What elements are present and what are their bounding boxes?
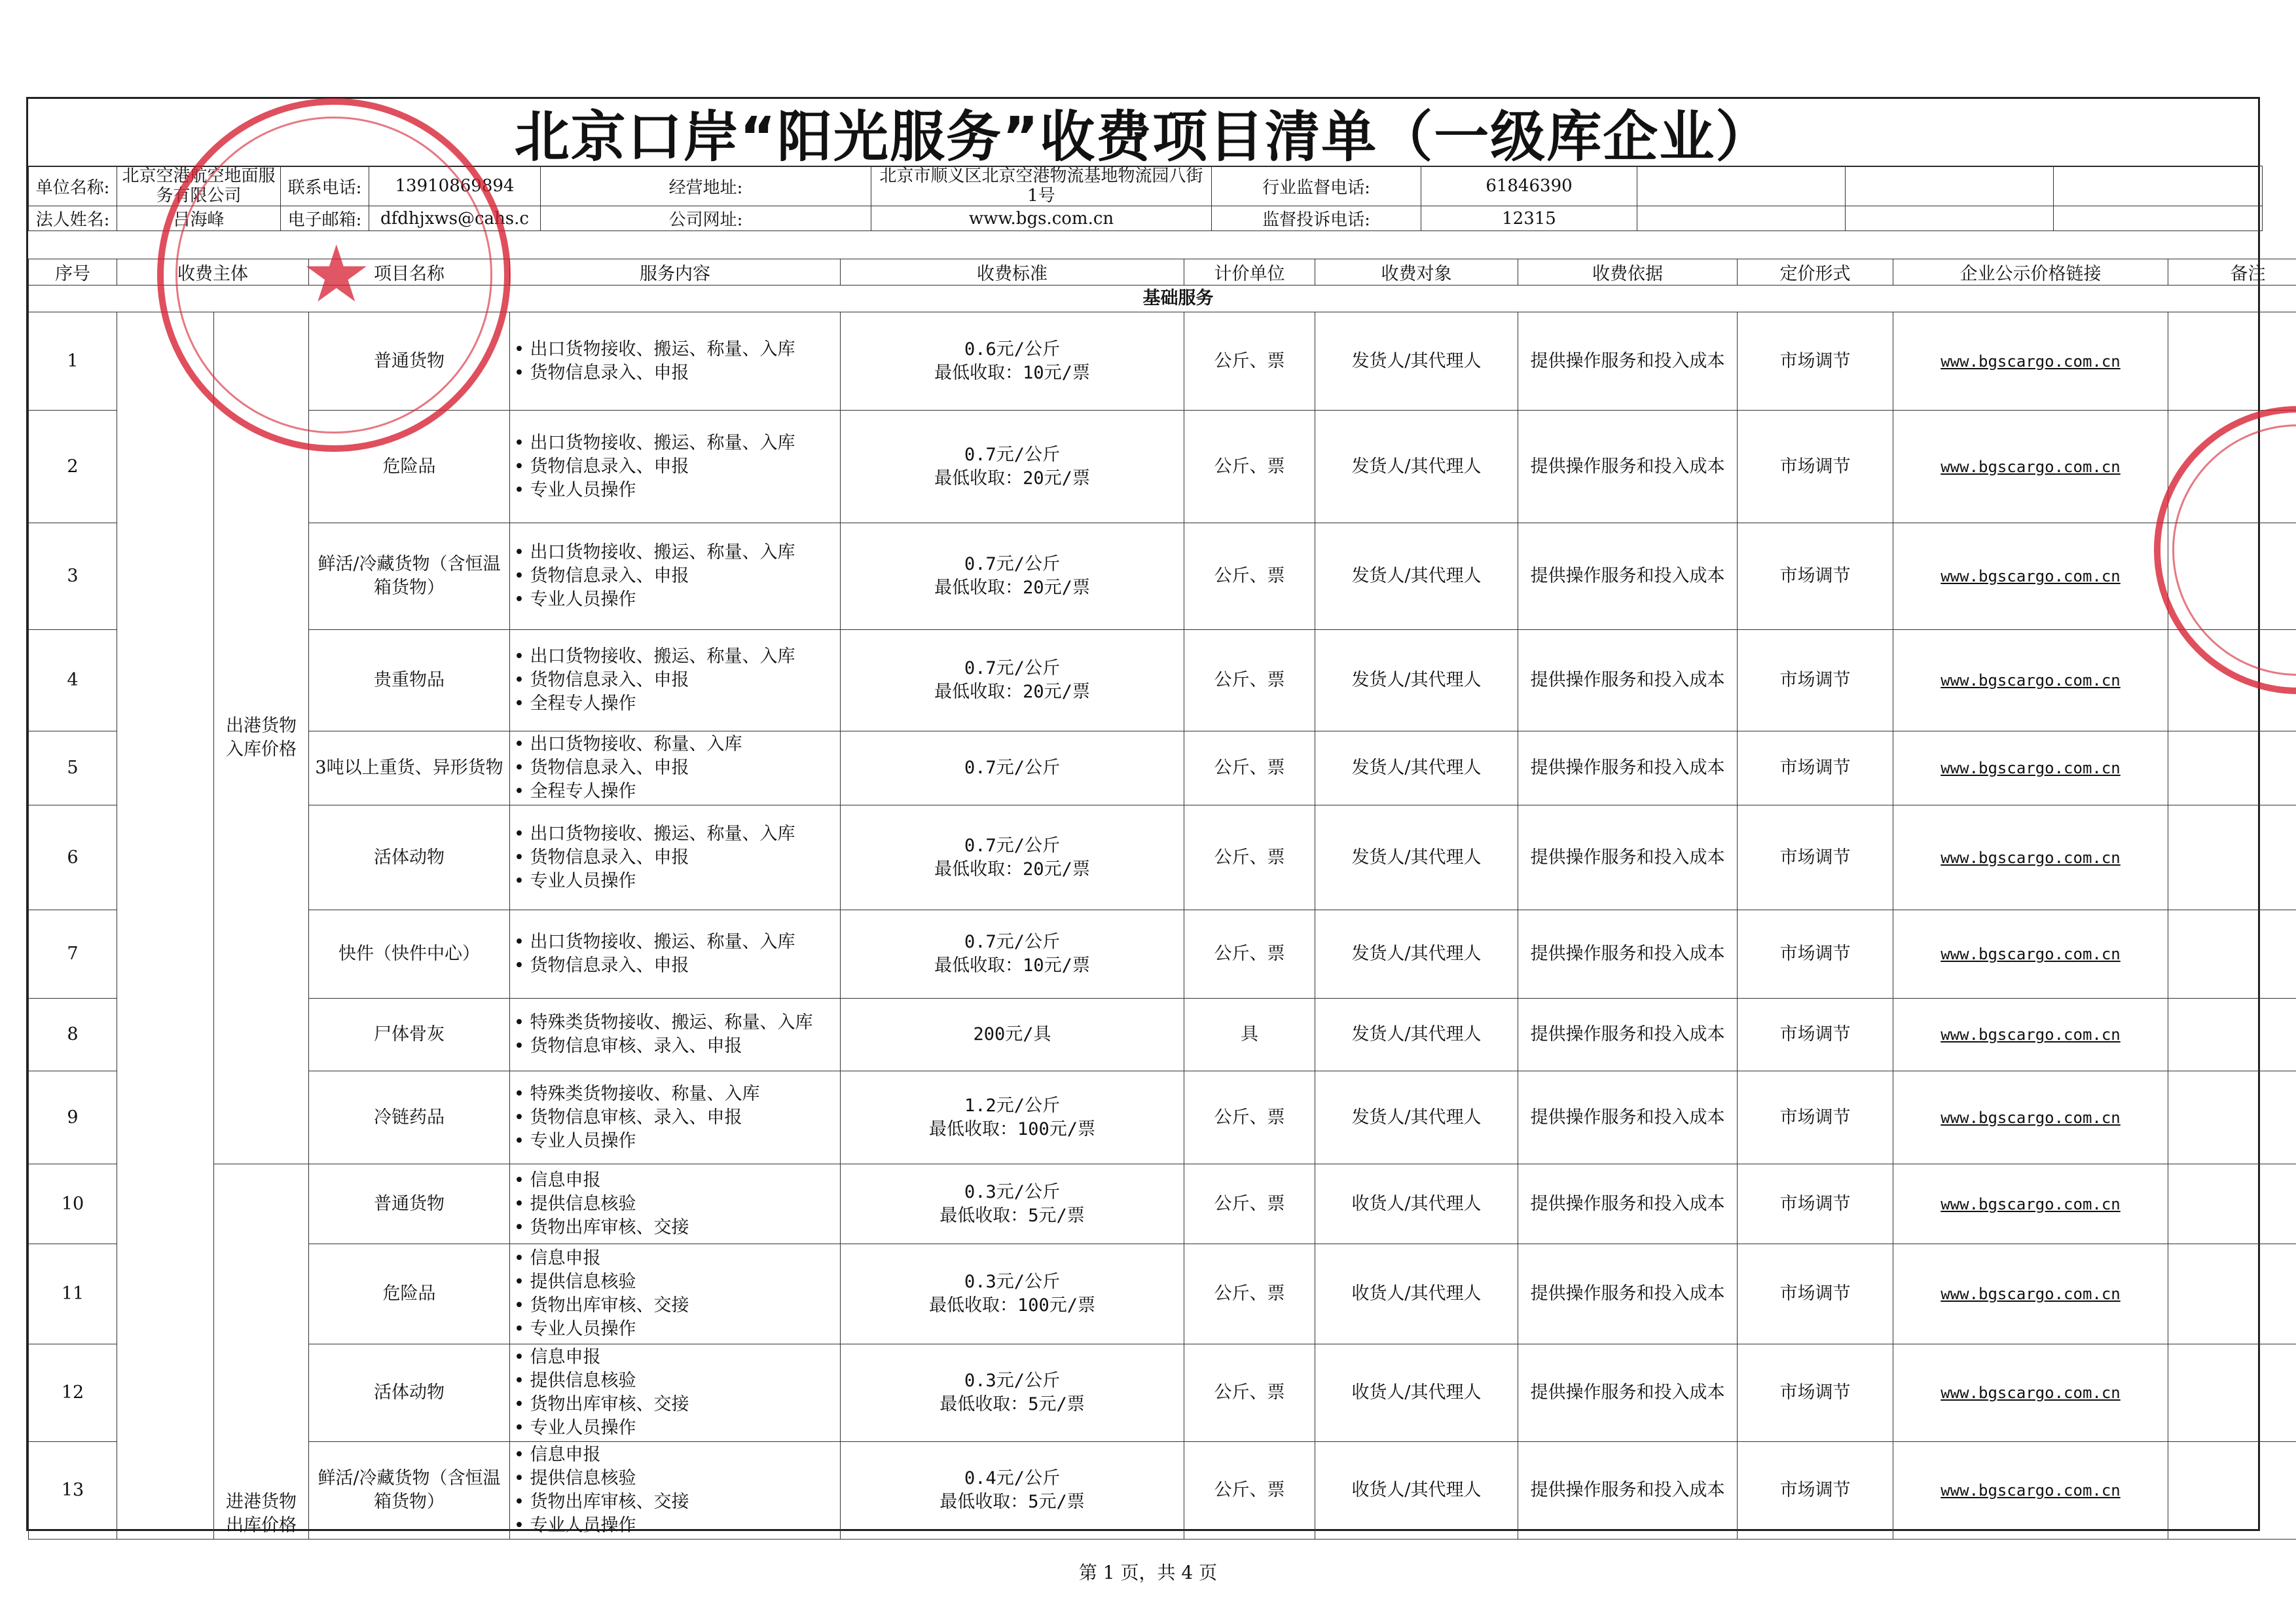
row-number: 4	[29, 630, 117, 731]
fee-table	[28, 259, 2296, 1540]
pricing-form: 市场调节	[1738, 1164, 1893, 1244]
charge-standard-line: 最低收取：10元/票	[934, 362, 1090, 383]
charge-standard	[841, 1164, 1184, 1244]
service-content-list	[514, 1169, 836, 1240]
pricing-form: 市场调节	[1738, 999, 1893, 1071]
service-content-item: • 出口货物接收、称量、入库	[514, 733, 836, 756]
service-content-item: • 信息申报	[514, 1169, 836, 1192]
table-row	[29, 411, 2296, 523]
charge-standard-line: 0.6元/公斤	[964, 339, 1061, 360]
service-content	[510, 1164, 841, 1244]
pricing-form: 市场调节	[1738, 1442, 1893, 1540]
charge-standard-line: 0.4元/公斤	[964, 1468, 1061, 1488]
service-content-item: • 货物信息录入、申报	[514, 954, 836, 978]
pricing-unit: 公斤、票	[1184, 630, 1315, 731]
price-link[interactable]: www.bgscargo.com.cn	[1941, 1384, 2121, 1402]
header-no: 序号	[29, 259, 117, 286]
blank-cell	[2054, 206, 2263, 231]
pricing-unit: 公斤、票	[1184, 910, 1315, 999]
price-link[interactable]: www.bgscargo.com.cn	[1941, 671, 2121, 690]
address-value: 北京市顺义区北京空港物流基地物流园八街1号	[871, 166, 1212, 206]
service-content-item: • 全程专人操作	[514, 692, 836, 716]
charge-standard-line: 最低收取：100元/票	[928, 1118, 1096, 1139]
service-content-item: • 货物信息审核、录入、申报	[514, 1106, 836, 1130]
table-row	[29, 1442, 2296, 1540]
website-label: 公司网址:	[541, 206, 871, 231]
row-number: 10	[29, 1164, 117, 1244]
price-link-cell	[1893, 910, 2168, 999]
unit-name-value: 北京空港航空地面服务有限公司	[117, 166, 281, 206]
remark-cell	[2168, 1164, 2296, 1244]
charge-standard-line: 0.3元/公斤	[964, 1181, 1061, 1202]
charge-target: 发货人/其代理人	[1315, 312, 1518, 411]
item-name: 鲜活/冷藏货物（含恒温箱货物）	[309, 523, 510, 630]
service-content	[510, 910, 841, 999]
table-row	[29, 523, 2296, 630]
charge-target: 发货人/其代理人	[1315, 999, 1518, 1071]
blank-cell	[1637, 206, 1846, 231]
charge-standard	[841, 910, 1184, 999]
price-link-cell	[1893, 630, 2168, 731]
remark-cell	[2168, 1071, 2296, 1164]
charge-basis: 提供操作服务和投入成本	[1518, 1442, 1738, 1540]
category-inbound: 进港货物出库价格	[214, 1164, 309, 1540]
item-name: 鲜活/冷藏货物（含恒温箱货物）	[309, 1442, 510, 1540]
service-content	[510, 1442, 841, 1540]
pricing-form: 市场调节	[1738, 805, 1893, 910]
pricing-form: 市场调节	[1738, 312, 1893, 411]
charge-standard-line: 0.7元/公斤	[964, 554, 1061, 574]
service-content-item: • 出口货物接收、搬运、称量、入库	[514, 645, 836, 669]
table-row	[29, 999, 2296, 1071]
service-content-item: • 专业人员操作	[514, 870, 836, 893]
pricing-form: 市场调节	[1738, 630, 1893, 731]
price-link[interactable]: www.bgscargo.com.cn	[1941, 567, 2121, 585]
row-number: 9	[29, 1071, 117, 1164]
row-number: 1	[29, 312, 117, 411]
supervise-phone-value: 61846390	[1421, 166, 1637, 206]
price-link-cell	[1893, 312, 2168, 411]
row-number: 2	[29, 411, 117, 523]
charge-standard-line: 0.7元/公斤	[964, 932, 1061, 952]
service-content-item: • 信息申报	[514, 1346, 836, 1369]
charge-standard-line: 0.7元/公斤	[964, 444, 1061, 465]
pricing-unit: 公斤、票	[1184, 1164, 1315, 1244]
remark-cell	[2168, 1344, 2296, 1442]
pricing-form: 市场调节	[1738, 1344, 1893, 1442]
charge-standard-line: 0.3元/公斤	[964, 1371, 1061, 1391]
service-content	[510, 630, 841, 731]
service-content-item: • 货物信息录入、申报	[514, 669, 836, 692]
charge-standard-line: 最低收取：100元/票	[928, 1295, 1096, 1316]
section-basic-services: 基础服务	[29, 286, 2296, 312]
pricing-unit: 公斤、票	[1184, 523, 1315, 630]
header-content: 服务内容	[510, 259, 841, 286]
remark-cell	[2168, 630, 2296, 731]
charge-basis: 提供操作服务和投入成本	[1518, 805, 1738, 910]
service-content-item: • 提供信息核验	[514, 1467, 836, 1490]
service-content	[510, 805, 841, 910]
charge-standard-line: 最低收取：20元/票	[934, 858, 1090, 879]
header-pricing: 定价形式	[1738, 259, 1893, 286]
blank-cell	[1846, 206, 2054, 231]
pricing-form: 市场调节	[1738, 910, 1893, 999]
charge-standard-line: 最低收取：20元/票	[934, 682, 1090, 702]
phone-label: 联系电话:	[281, 166, 369, 206]
row-number: 13	[29, 1442, 117, 1540]
table-row	[29, 1164, 2296, 1244]
service-content-item: • 出口货物接收、搬运、称量、入库	[514, 931, 836, 954]
charge-standard-line: 最低收取：20元/票	[934, 578, 1090, 598]
price-link[interactable]: www.bgscargo.com.cn	[1941, 1285, 2121, 1303]
service-content-list	[514, 541, 836, 612]
row-number: 5	[29, 731, 117, 805]
service-content-item: • 全程专人操作	[514, 780, 836, 803]
service-content-item: • 特殊类货物接收、称量、入库	[514, 1082, 836, 1106]
pricing-unit: 公斤、票	[1184, 1344, 1315, 1442]
price-link-cell	[1893, 523, 2168, 630]
blank-cell	[2054, 166, 2263, 206]
price-link[interactable]: www.bgscargo.com.cn	[1941, 1194, 2121, 1213]
pricing-form: 市场调节	[1738, 1244, 1893, 1344]
email-label: 电子邮箱:	[281, 206, 369, 231]
table-row	[29, 630, 2296, 731]
service-content-item: • 出口货物接收、搬运、称量、入库	[514, 541, 836, 564]
charge-standard-line: 0.3元/公斤	[964, 1272, 1061, 1292]
charge-target: 收货人/其代理人	[1315, 1164, 1518, 1244]
row-number: 3	[29, 523, 117, 630]
service-content-list	[514, 822, 836, 893]
charge-standard-line: 1.2元/公斤	[964, 1095, 1061, 1116]
pricing-unit: 公斤、票	[1184, 312, 1315, 411]
service-content-item: • 货物信息审核、录入、申报	[514, 1035, 836, 1058]
charge-target: 收货人/其代理人	[1315, 1442, 1518, 1540]
pricing-unit: 公斤、票	[1184, 411, 1315, 523]
charge-standard	[841, 312, 1184, 411]
charge-target: 收货人/其代理人	[1315, 1344, 1518, 1442]
service-content	[510, 1071, 841, 1164]
charge-standard-line: 最低收取：20元/票	[934, 468, 1090, 489]
remark-cell	[2168, 910, 2296, 999]
header-target: 收费对象	[1315, 259, 1518, 286]
charge-standard-line: 最低收取：5元/票	[939, 1492, 1085, 1512]
price-link-cell	[1893, 1071, 2168, 1164]
item-name: 活体动物	[309, 805, 510, 910]
remark-cell	[2168, 999, 2296, 1071]
price-link-cell	[1893, 1164, 2168, 1244]
price-link-cell	[1893, 1344, 2168, 1442]
price-link[interactable]: www.bgscargo.com.cn	[1941, 457, 2121, 476]
service-content-item: • 特殊类货物接收、搬运、称量、入库	[514, 1011, 836, 1035]
pricing-unit: 公斤、票	[1184, 1244, 1315, 1344]
service-content	[510, 523, 841, 630]
pricing-unit: 公斤、票	[1184, 1442, 1315, 1540]
fee-list-sheet	[26, 97, 2266, 1536]
row-number: 8	[29, 999, 117, 1071]
charge-basis: 提供操作服务和投入成本	[1518, 1164, 1738, 1244]
pricing-unit: 公斤、票	[1184, 1071, 1315, 1164]
table-row	[29, 312, 2296, 411]
service-content-item: • 信息申报	[514, 1247, 836, 1270]
price-link[interactable]: www.bgscargo.com.cn	[1941, 848, 2121, 867]
supervise-phone-label: 行业监督电话:	[1212, 166, 1421, 206]
remark-cell	[2168, 731, 2296, 805]
price-link-cell	[1893, 1442, 2168, 1540]
service-content-item: • 出口货物接收、搬运、称量、入库	[514, 822, 836, 846]
service-content-item: • 货物信息录入、申报	[514, 756, 836, 780]
charge-basis: 提供操作服务和投入成本	[1518, 999, 1738, 1071]
remark-cell	[2168, 805, 2296, 910]
charge-basis: 提供操作服务和投入成本	[1518, 312, 1738, 411]
service-content-item: • 专业人员操作	[514, 588, 836, 612]
item-name: 贵重物品	[309, 630, 510, 731]
row-number: 6	[29, 805, 117, 910]
email-value: dfdhjxws@cahs.c	[369, 206, 541, 231]
charge-target: 发货人/其代理人	[1315, 1071, 1518, 1164]
service-content-item: • 专业人员操作	[514, 1514, 836, 1538]
service-content-list	[514, 1082, 836, 1153]
charge-standard-line: 0.7元/公斤	[964, 835, 1061, 856]
charge-standard	[841, 999, 1184, 1071]
charge-standard	[841, 1244, 1184, 1344]
legal-name-label: 法人姓名:	[29, 206, 117, 231]
service-content	[510, 312, 841, 411]
service-content-item: • 专业人员操作	[514, 479, 836, 502]
charge-target: 发货人/其代理人	[1315, 411, 1518, 523]
phone-value: 13910869894	[369, 166, 541, 206]
charge-standard	[841, 1344, 1184, 1442]
service-content-item: • 货物出库审核、交接	[514, 1216, 836, 1240]
service-content-list	[514, 645, 836, 716]
table-row	[29, 1344, 2296, 1442]
charge-basis: 提供操作服务和投入成本	[1518, 411, 1738, 523]
legal-name-value: 吕海峰	[117, 206, 281, 231]
service-content-item: • 货物出库审核、交接	[514, 1294, 836, 1318]
service-content-item: • 提供信息核验	[514, 1270, 836, 1294]
price-link[interactable]: www.bgscargo.com.cn	[1941, 759, 2121, 777]
item-name: 危险品	[309, 411, 510, 523]
row-number: 12	[29, 1344, 117, 1442]
row-number: 7	[29, 910, 117, 999]
charge-standard	[841, 805, 1184, 910]
pricing-unit: 具	[1184, 999, 1315, 1071]
price-link-cell	[1893, 411, 2168, 523]
item-name: 普通货物	[309, 1164, 510, 1244]
charge-standard-line: 200元/具	[973, 1024, 1051, 1044]
complaint-phone-label: 监督投诉电话:	[1212, 206, 1421, 231]
remark-cell	[2168, 523, 2296, 630]
service-content-item: • 货物信息录入、申报	[514, 564, 836, 588]
service-content-list	[514, 432, 836, 502]
service-content	[510, 731, 841, 805]
charge-standard-line: 0.7元/公斤	[964, 658, 1061, 678]
table-row	[29, 1244, 2296, 1344]
row-number: 11	[29, 1244, 117, 1344]
service-content-item: • 货物信息录入、申报	[514, 455, 836, 479]
header-item: 项目名称	[309, 259, 510, 286]
pricing-form: 市场调节	[1738, 523, 1893, 630]
service-content-item: • 货物信息录入、申报	[514, 846, 836, 870]
item-name: 危险品	[309, 1244, 510, 1344]
charge-basis: 提供操作服务和投入成本	[1518, 910, 1738, 999]
service-content	[510, 1244, 841, 1344]
service-content-item: • 专业人员操作	[514, 1416, 836, 1440]
remark-cell	[2168, 312, 2296, 411]
pricing-unit: 公斤、票	[1184, 731, 1315, 805]
service-content	[510, 1344, 841, 1442]
price-link[interactable]: www.bgscargo.com.cn	[1941, 945, 2121, 963]
pricing-form: 市场调节	[1738, 1071, 1893, 1164]
charge-subject-cell	[117, 312, 214, 1540]
charge-standard	[841, 1442, 1184, 1540]
header-unit: 计价单位	[1184, 259, 1315, 286]
company-seal-stamp: ★	[157, 98, 511, 452]
header-link: 企业公示价格链接	[1893, 259, 2168, 286]
page-title: 北京口岸“阳光服务”收费项目清单（一级库企业）	[28, 99, 2258, 167]
charge-standard-line: 最低收取：5元/票	[939, 1394, 1085, 1414]
table-row	[29, 1071, 2296, 1164]
service-content	[510, 999, 841, 1071]
charge-standard-line: 最低收取：5元/票	[939, 1205, 1085, 1226]
service-content-item: • 货物出库审核、交接	[514, 1393, 836, 1416]
remark-cell	[2168, 411, 2296, 523]
item-name: 3吨以上重货、异形货物	[309, 731, 510, 805]
pricing-form: 市场调节	[1738, 411, 1893, 523]
blank-cell	[1846, 166, 2054, 206]
service-content-item: • 信息申报	[514, 1443, 836, 1467]
service-content-list	[514, 1011, 836, 1058]
service-content-item: • 提供信息核验	[514, 1192, 836, 1216]
item-name: 冷链药品	[309, 1071, 510, 1164]
service-content-list	[514, 733, 836, 803]
item-name: 活体动物	[309, 1344, 510, 1442]
remark-cell	[2168, 1244, 2296, 1344]
service-content-item: • 出口货物接收、搬运、称量、入库	[514, 338, 836, 361]
charge-target: 发货人/其代理人	[1315, 523, 1518, 630]
header-basis: 收费依据	[1518, 259, 1738, 286]
item-name: 快件（快件中心）	[309, 910, 510, 999]
charge-target: 发货人/其代理人	[1315, 805, 1518, 910]
charge-basis: 提供操作服务和投入成本	[1518, 1244, 1738, 1344]
service-content-list	[514, 338, 836, 385]
blank-cell	[1637, 166, 1846, 206]
charge-standard-line: 最低收取：10元/票	[934, 955, 1090, 976]
charge-target: 发货人/其代理人	[1315, 630, 1518, 731]
service-content-item: • 提供信息核验	[514, 1369, 836, 1393]
pricing-unit: 公斤、票	[1184, 805, 1315, 910]
complaint-phone-value: 12315	[1421, 206, 1637, 231]
service-content-list	[514, 1247, 836, 1341]
website-value: www.bgs.com.cn	[871, 206, 1212, 231]
service-content-list	[514, 1443, 836, 1538]
table-row	[29, 805, 2296, 910]
category-outbound: 出港货物入库价格	[214, 312, 309, 1164]
charge-standard	[841, 411, 1184, 523]
service-content-item: • 出口货物接收、搬运、称量、入库	[514, 432, 836, 455]
charge-basis: 提供操作服务和投入成本	[1518, 1344, 1738, 1442]
charge-standard	[841, 731, 1184, 805]
item-name: 普通货物	[309, 312, 510, 411]
charge-target: 发货人/其代理人	[1315, 731, 1518, 805]
item-name: 尸体骨灰	[309, 999, 510, 1071]
service-content-list	[514, 931, 836, 978]
header-remark: 备注	[2168, 259, 2296, 286]
price-link[interactable]: www.bgscargo.com.cn	[1941, 1108, 2121, 1127]
price-link-cell	[1893, 1244, 2168, 1344]
charge-target: 收货人/其代理人	[1315, 1244, 1518, 1344]
price-link-cell	[1893, 731, 2168, 805]
charge-standard	[841, 1071, 1184, 1164]
pricing-form: 市场调节	[1738, 731, 1893, 805]
table-row	[29, 731, 2296, 805]
charge-target: 发货人/其代理人	[1315, 910, 1518, 999]
charge-basis: 提供操作服务和投入成本	[1518, 523, 1738, 630]
charge-standard-line: 0.7元/公斤	[964, 758, 1061, 778]
charge-standard	[841, 523, 1184, 630]
price-link-cell	[1893, 805, 2168, 910]
service-content-item: • 货物出库审核、交接	[514, 1490, 836, 1514]
charge-basis: 提供操作服务和投入成本	[1518, 731, 1738, 805]
charge-basis: 提供操作服务和投入成本	[1518, 630, 1738, 731]
service-content-item: • 专业人员操作	[514, 1318, 836, 1341]
unit-name-label: 单位名称:	[29, 166, 117, 206]
price-link-cell	[1893, 999, 2168, 1071]
price-link[interactable]: www.bgscargo.com.cn	[1941, 1025, 2121, 1044]
company-info-table	[28, 166, 2263, 231]
header-subject: 收费主体	[117, 259, 309, 286]
address-label: 经营地址:	[541, 166, 871, 206]
service-content-list	[514, 1346, 836, 1440]
charge-standard	[841, 630, 1184, 731]
remark-cell	[2168, 1442, 2296, 1540]
service-content-item: • 专业人员操作	[514, 1130, 836, 1153]
charge-basis: 提供操作服务和投入成本	[1518, 1071, 1738, 1164]
service-content	[510, 411, 841, 523]
service-content-item: • 货物信息录入、申报	[514, 361, 836, 385]
page-footer: 第 1 页，共 4 页	[1078, 1562, 1218, 1583]
price-link[interactable]: www.bgscargo.com.cn	[1941, 352, 2121, 371]
table-row	[29, 910, 2296, 999]
header-standard: 收费标准	[841, 259, 1184, 286]
price-link[interactable]: www.bgscargo.com.cn	[1941, 1481, 2121, 1500]
